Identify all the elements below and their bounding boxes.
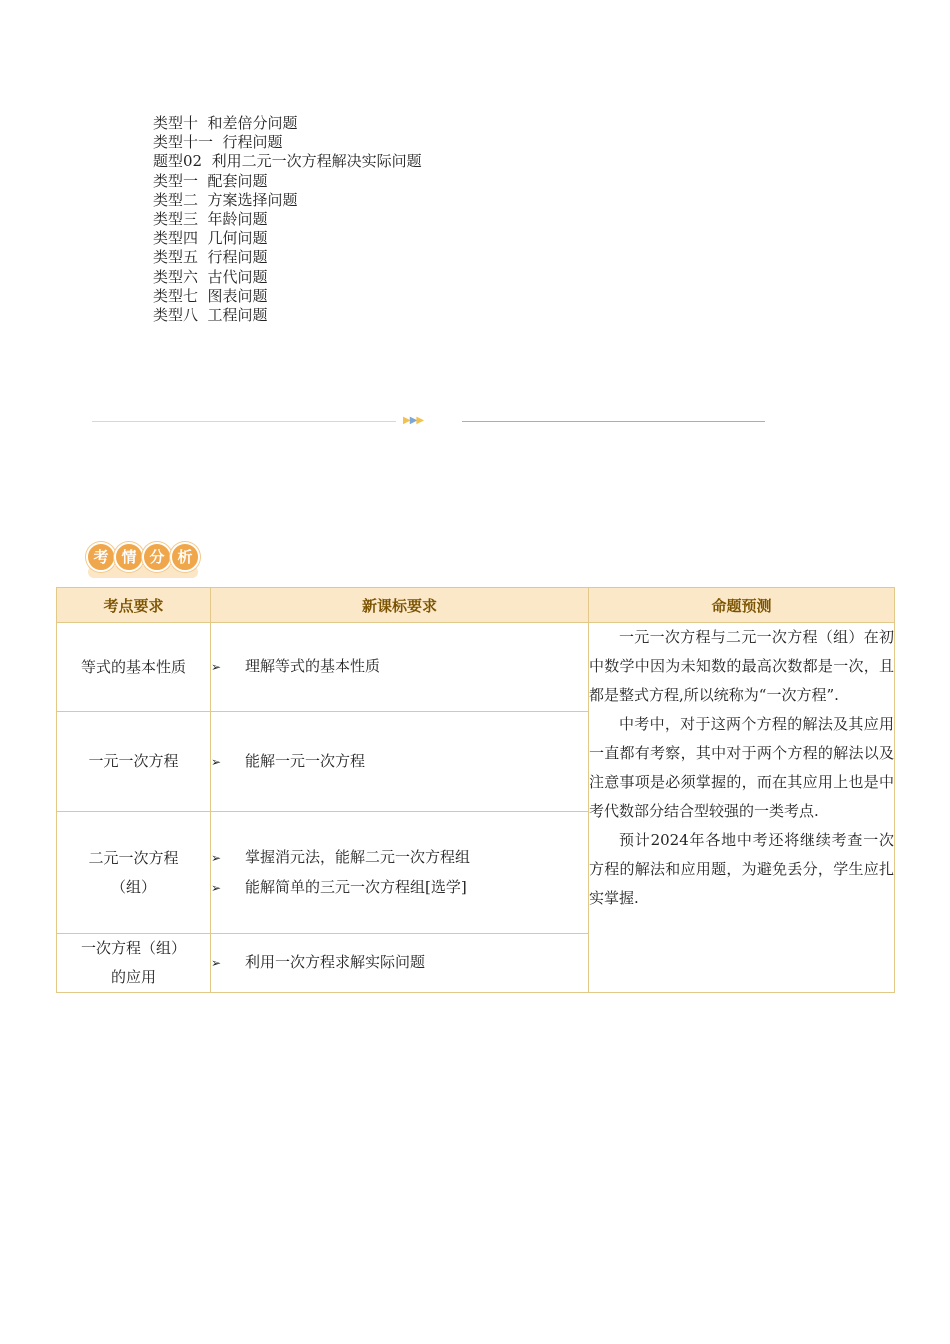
req-text: 理解等式的基本性质 <box>245 657 381 675</box>
prediction-cell <box>589 623 895 993</box>
point-cell <box>57 934 211 993</box>
triple-arrow-icon: ▶▶▶ <box>403 415 424 426</box>
divider-line-right <box>462 421 765 422</box>
bullet-arrow-icon: ➢ <box>211 850 222 865</box>
req-text: 利用一次方程求解实际问题 <box>245 953 426 971</box>
bullet-item <box>211 747 588 777</box>
badge-char: 分 <box>142 542 172 572</box>
bullet-item <box>211 948 588 978</box>
bullet-arrow-icon: ➢ <box>211 660 222 674</box>
req-text: 能解一元一次方程 <box>245 751 366 770</box>
req-cell <box>211 712 589 812</box>
divider-line-left <box>92 421 396 422</box>
bullet-item <box>211 843 588 873</box>
point-cell <box>57 812 211 934</box>
req-text: 能解简单的三元一次方程组[选学] <box>245 877 467 896</box>
req-cell <box>211 623 589 712</box>
toc-item: 类型七 图表问题 <box>153 286 268 305</box>
bullet-item <box>211 652 588 682</box>
toc-item: 类型八 工程问题 <box>153 306 268 325</box>
point-line: 的应用 <box>110 968 156 986</box>
point-line: （组） <box>110 877 156 896</box>
req-cell <box>211 812 589 934</box>
bullet-item <box>211 873 588 903</box>
prediction-paragraph: 预计2024年各地中考还将继续考查一次方程的解法和应用题，为避免丢分，学生应扎实掌握. <box>589 831 894 907</box>
section-divider <box>92 413 765 429</box>
header-cell: 考点要求 <box>57 588 211 623</box>
toc-item: 类型一 配套问题 <box>153 171 268 190</box>
badge-char: 情 <box>114 542 144 572</box>
bullet-arrow-icon: ➢ <box>211 754 222 769</box>
toc-item: 类型十 和差倍分问题 <box>153 114 298 132</box>
toc-list <box>153 114 422 325</box>
analysis-table <box>56 587 895 993</box>
header-cell: 命题预测 <box>589 588 895 623</box>
toc-item: 类型三 年龄问题 <box>153 210 268 229</box>
badge-char: 析 <box>170 542 200 572</box>
point-line: 二元一次方程 <box>88 848 179 867</box>
toc-item: 类型二 方案选择问题 <box>153 190 298 209</box>
section-badge <box>86 540 201 580</box>
point-cell: 等式的基本性质 <box>57 623 211 712</box>
req-cell <box>211 934 589 993</box>
bullet-arrow-icon: ➢ <box>211 956 222 970</box>
toc-item: 题型02 利用二元一次方程解决实际问题 <box>153 152 422 171</box>
header-cell: 新课标要求 <box>211 588 589 623</box>
req-text: 掌握消元法，能解二元一次方程组 <box>245 847 471 866</box>
prediction-paragraph: 中考中，对于这两个方程的解法及其应用一直都有考察，其中对于两个方程的解法以及注意事项是必须掌握的，而在其应用上也是中考代数部分结合型较强的一类考点. <box>589 715 894 820</box>
badge-char: 考 <box>86 542 116 572</box>
toc-item: 类型六 古代问题 <box>153 267 268 286</box>
prediction-paragraph: 一元一次方程与二元一次方程（组）在初中数学中因为未知数的最高次数都是一次，且都是整式方程,所以统称为“一次方程”. <box>589 628 894 704</box>
point-line: 一次方程（组） <box>80 939 186 957</box>
toc-item: 类型五 行程问题 <box>153 248 268 267</box>
table-row <box>57 623 895 712</box>
point-cell: 一元一次方程 <box>57 712 211 812</box>
table-header-row <box>57 588 895 623</box>
toc-item: 类型十一 行程问题 <box>153 133 283 152</box>
toc-item: 类型四 几何问题 <box>153 229 268 248</box>
bullet-arrow-icon: ➢ <box>211 880 222 895</box>
